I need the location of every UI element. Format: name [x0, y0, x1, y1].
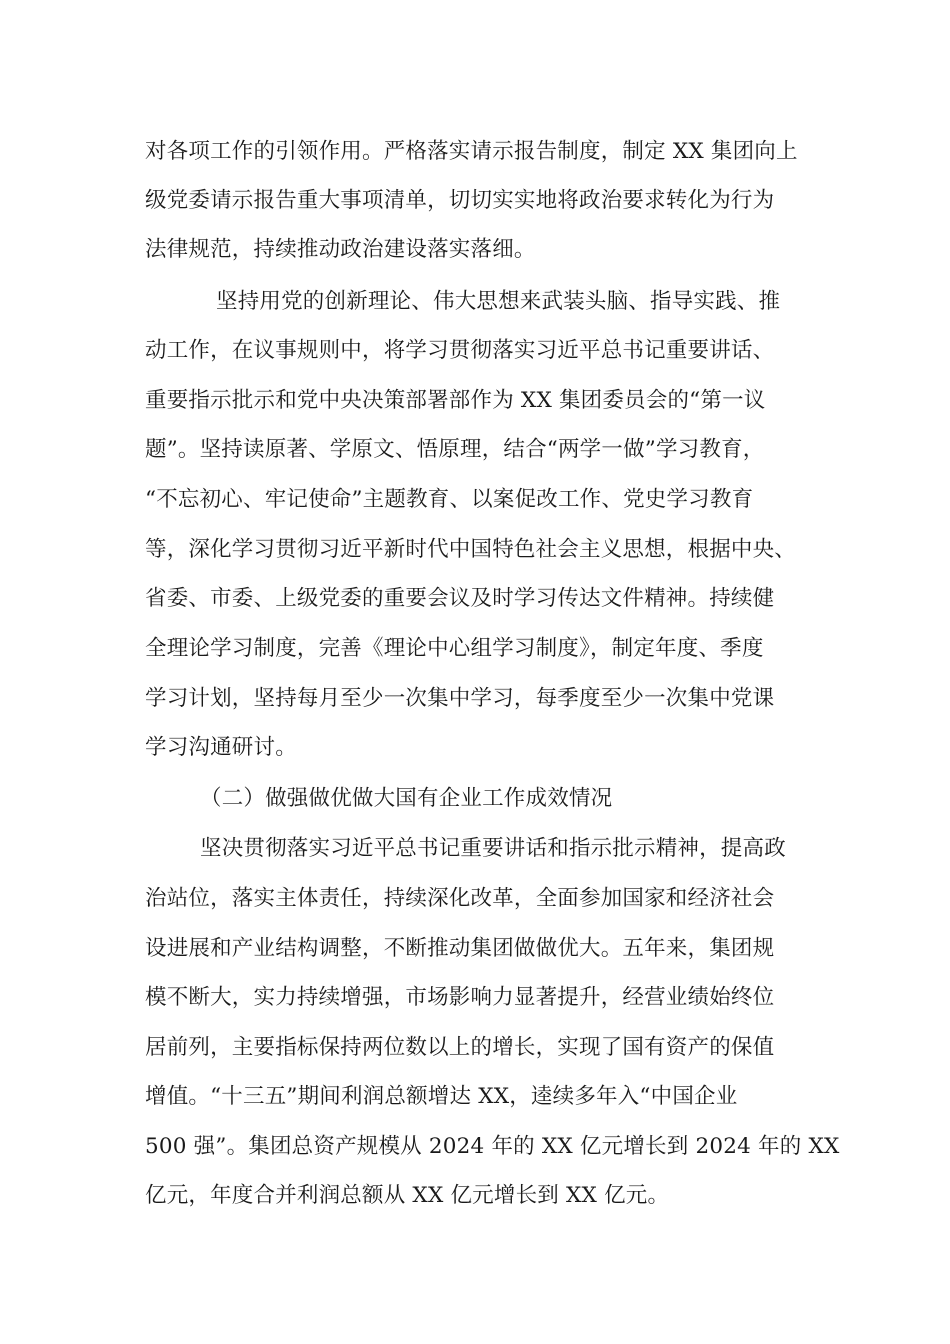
text-line: 500 强”。集团总资产规模从 2024 年的 XX 亿元增长到 2024 年的 XX [145, 1134, 840, 1159]
text-line: 模不断大，实力持续增强，市场影响力显著提升，经营业绩始终位 [145, 985, 775, 1010]
text-line: 级党委请示报告重大事项清单，切切实实地将政治要求转化为行为 [145, 188, 775, 213]
text-line: 学习沟通研讨。 [145, 735, 297, 760]
text-line: 设进展和产业结构调整，不断推动集团做做优大。五年来，集团规 [145, 936, 775, 961]
text-line: 居前列，主要指标保持两位数以上的增长，实现了国有资产的保值 [145, 1035, 775, 1060]
text-line: 省委、市委、上级党委的重要会议及时学习传达文件精神。持续健 [145, 586, 775, 611]
text-line: 学习计划，坚持每月至少一次集中学习，每季度至少一次集中党课 [145, 686, 775, 711]
text-line: “不忘初心、牢记使命”主题教育、以案促改工作、党史学习教育 [145, 487, 754, 512]
text-line: 治站位，落实主体责任，持续深化改革，全面参加国家和经济社会 [145, 886, 775, 911]
text-line: 坚决贯彻落实习近平总书记重要讲话和指示批示精神，提高政 [200, 836, 786, 861]
text-line: 坚持用党的创新理论、伟大思想来武装头脑、指导实践、推 [216, 289, 781, 314]
text-line: 法律规范，持续推动政治建设落实落细。 [145, 237, 536, 262]
text-line: 题”。坚持读原著、学原文、悟原理，结合“两学一做”学习教育， [145, 437, 765, 462]
text-line: 等，深化学习贯彻习近平新时代中国特色社会主义思想，根据中央、 [145, 537, 797, 562]
section-heading: （二）做强做优做大国有企业工作成效情况 [200, 786, 613, 811]
text-line: 重要指示批示和党中央决策部署部作为 XX 集团委员会的“第一议 [145, 388, 766, 413]
text-line: 对各项工作的引领作用。严格落实请示报告制度，制定 XX 集团向上 [145, 139, 798, 164]
text-line: 全理论学习制度，完善《理论中心组学习制度》，制定年度、季度 [145, 636, 764, 661]
text-line: 增值。“十三五”期间利润总额增达 XX，逵续多年入“中国企业 [145, 1084, 738, 1109]
text-line: 动工作，在议事规则中，将学习贯彻落实习近平总书记重要讲话、 [145, 338, 775, 363]
text-line: 亿元，年度合并利润总额从 XX 亿元增长到 XX 亿元。 [145, 1183, 670, 1208]
